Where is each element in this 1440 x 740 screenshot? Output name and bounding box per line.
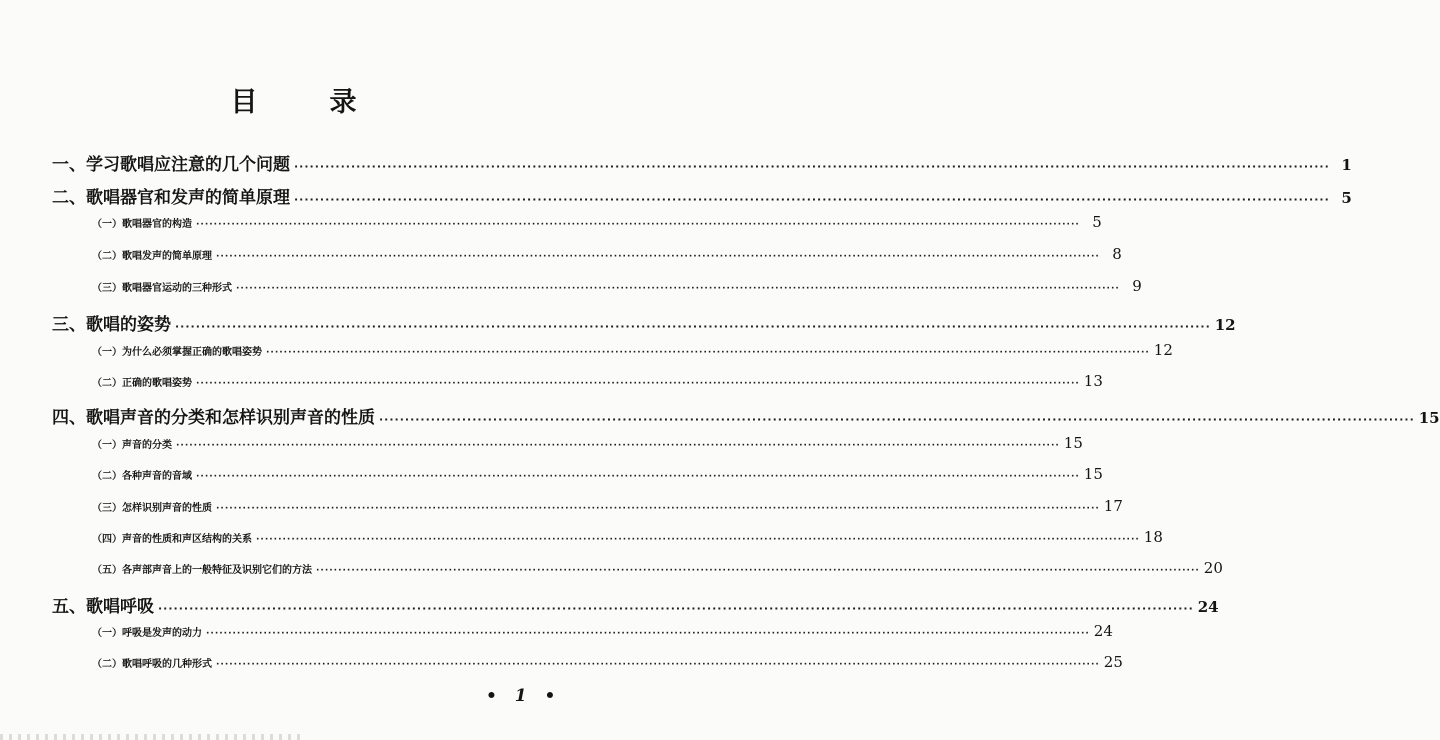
toc-section-row[interactable]: [92, 653, 1123, 671]
dot-leader: ········································································································································································································: [236, 284, 1120, 294]
dot-leader: ········································································································································································································: [196, 220, 1080, 230]
toc-chapter-row[interactable]: [52, 150, 1352, 175]
toc-entry-label: （二）正确的歌唱姿势: [92, 378, 192, 389]
toc-page-number: 8: [1112, 245, 1122, 263]
scan-edge-artifact: [0, 734, 300, 740]
dot-leader: ········································································································································································································: [175, 320, 1211, 333]
toc-section-row[interactable]: [92, 213, 1102, 231]
page-number: • 1 •: [486, 686, 562, 706]
toc-entry-label: （二）各种声音的音域: [92, 471, 192, 482]
toc-page-number: 5: [1341, 189, 1352, 207]
toc-entry-label: （三）歌唱器官运动的三种形式: [92, 283, 232, 294]
toc-section-row[interactable]: [92, 559, 1223, 577]
dot-leader: ········································································································································································································: [206, 629, 1090, 639]
toc-page-number: 15: [1063, 434, 1083, 452]
toc-page-number: 24: [1197, 598, 1219, 616]
toc-section-row[interactable]: [92, 434, 1083, 452]
toc-page-number: 5: [1092, 213, 1102, 231]
dot-leader: ········································································································································································································: [266, 348, 1150, 358]
toc-section-row[interactable]: [92, 372, 1103, 390]
dot-leader: ········································································································································································································: [196, 379, 1080, 389]
dot-leader: ········································································································································································································: [216, 252, 1100, 262]
toc-entry-label: （一）为什么必须掌握正确的歌唱姿势: [92, 347, 262, 358]
toc-entry-label: 五、歌唱呼吸: [52, 597, 154, 617]
title-char-right: 录: [329, 87, 357, 118]
dot-leader: ········································································································································································································: [176, 441, 1060, 451]
toc-page-number: 12: [1214, 316, 1236, 334]
toc-chapter-row[interactable]: [52, 183, 1352, 208]
dot-leader: ········································································································································································································: [216, 504, 1100, 514]
toc-section-row[interactable]: [92, 497, 1123, 515]
toc-page-number: 1: [1341, 156, 1352, 174]
toc-page-number: 25: [1103, 653, 1123, 671]
dot-leader: ········································································································································································································: [316, 566, 1200, 576]
toc-entry-label: 二、歌唱器官和发声的简单原理: [52, 188, 290, 208]
toc-page-number: 24: [1093, 622, 1113, 640]
toc-entry-label: （一）呼吸是发声的动力: [92, 628, 202, 639]
toc-entry-label: （三）怎样识别声音的性质: [92, 503, 212, 514]
toc-entry-label: （四）声音的性质和声区结构的关系: [92, 534, 252, 545]
toc-entry-label: （一）歌唱器官的构造: [92, 219, 192, 230]
toc-chapter-row[interactable]: [52, 310, 1236, 335]
dot-leader: ········································································································································································································: [294, 193, 1330, 206]
toc-entry-label: 一、学习歌唱应注意的几个问题: [52, 155, 290, 175]
toc-section-row[interactable]: [92, 622, 1113, 640]
toc-chapter-row[interactable]: [52, 403, 1440, 428]
toc-section-row[interactable]: [92, 341, 1173, 359]
dot-leader: ········································································································································································································: [379, 413, 1415, 426]
toc-page-number: 15: [1083, 465, 1103, 483]
toc-section-row[interactable]: [92, 277, 1142, 295]
dot-leader: ········································································································································································································: [158, 602, 1194, 615]
toc-page-number: 17: [1103, 497, 1123, 515]
toc-page-number: 9: [1132, 277, 1142, 295]
toc-entry-label: （二）歌唱呼吸的几种形式: [92, 659, 212, 670]
toc-page-number: 18: [1143, 528, 1163, 546]
toc-entry-label: （二）歌唱发声的简单原理: [92, 251, 212, 262]
toc-page-number: 13: [1083, 372, 1103, 390]
dot-leader: ········································································································································································································: [294, 160, 1330, 173]
dot-leader: ········································································································································································································: [216, 660, 1100, 670]
toc-section-row[interactable]: [92, 245, 1122, 263]
dot-leader: ········································································································································································································: [256, 535, 1140, 545]
toc-page-number: 15: [1418, 409, 1440, 427]
page-title: [0, 80, 587, 119]
toc-entry-label: 三、歌唱的姿势: [52, 315, 171, 335]
toc-page-number: 12: [1153, 341, 1173, 359]
toc-entry-label: （五）各声部声音上的一般特征及识别它们的方法: [92, 565, 312, 576]
toc-section-row[interactable]: [92, 528, 1163, 546]
title-char-left: 目: [230, 87, 258, 118]
toc-chapter-row[interactable]: [52, 592, 1219, 617]
dot-leader: ········································································································································································································: [196, 472, 1080, 482]
toc-page-number: 20: [1203, 559, 1223, 577]
toc-entry-label: （一）声音的分类: [92, 440, 172, 451]
toc-entry-label: 四、歌唱声音的分类和怎样识别声音的性质: [52, 408, 375, 428]
toc-section-row[interactable]: [92, 465, 1103, 483]
